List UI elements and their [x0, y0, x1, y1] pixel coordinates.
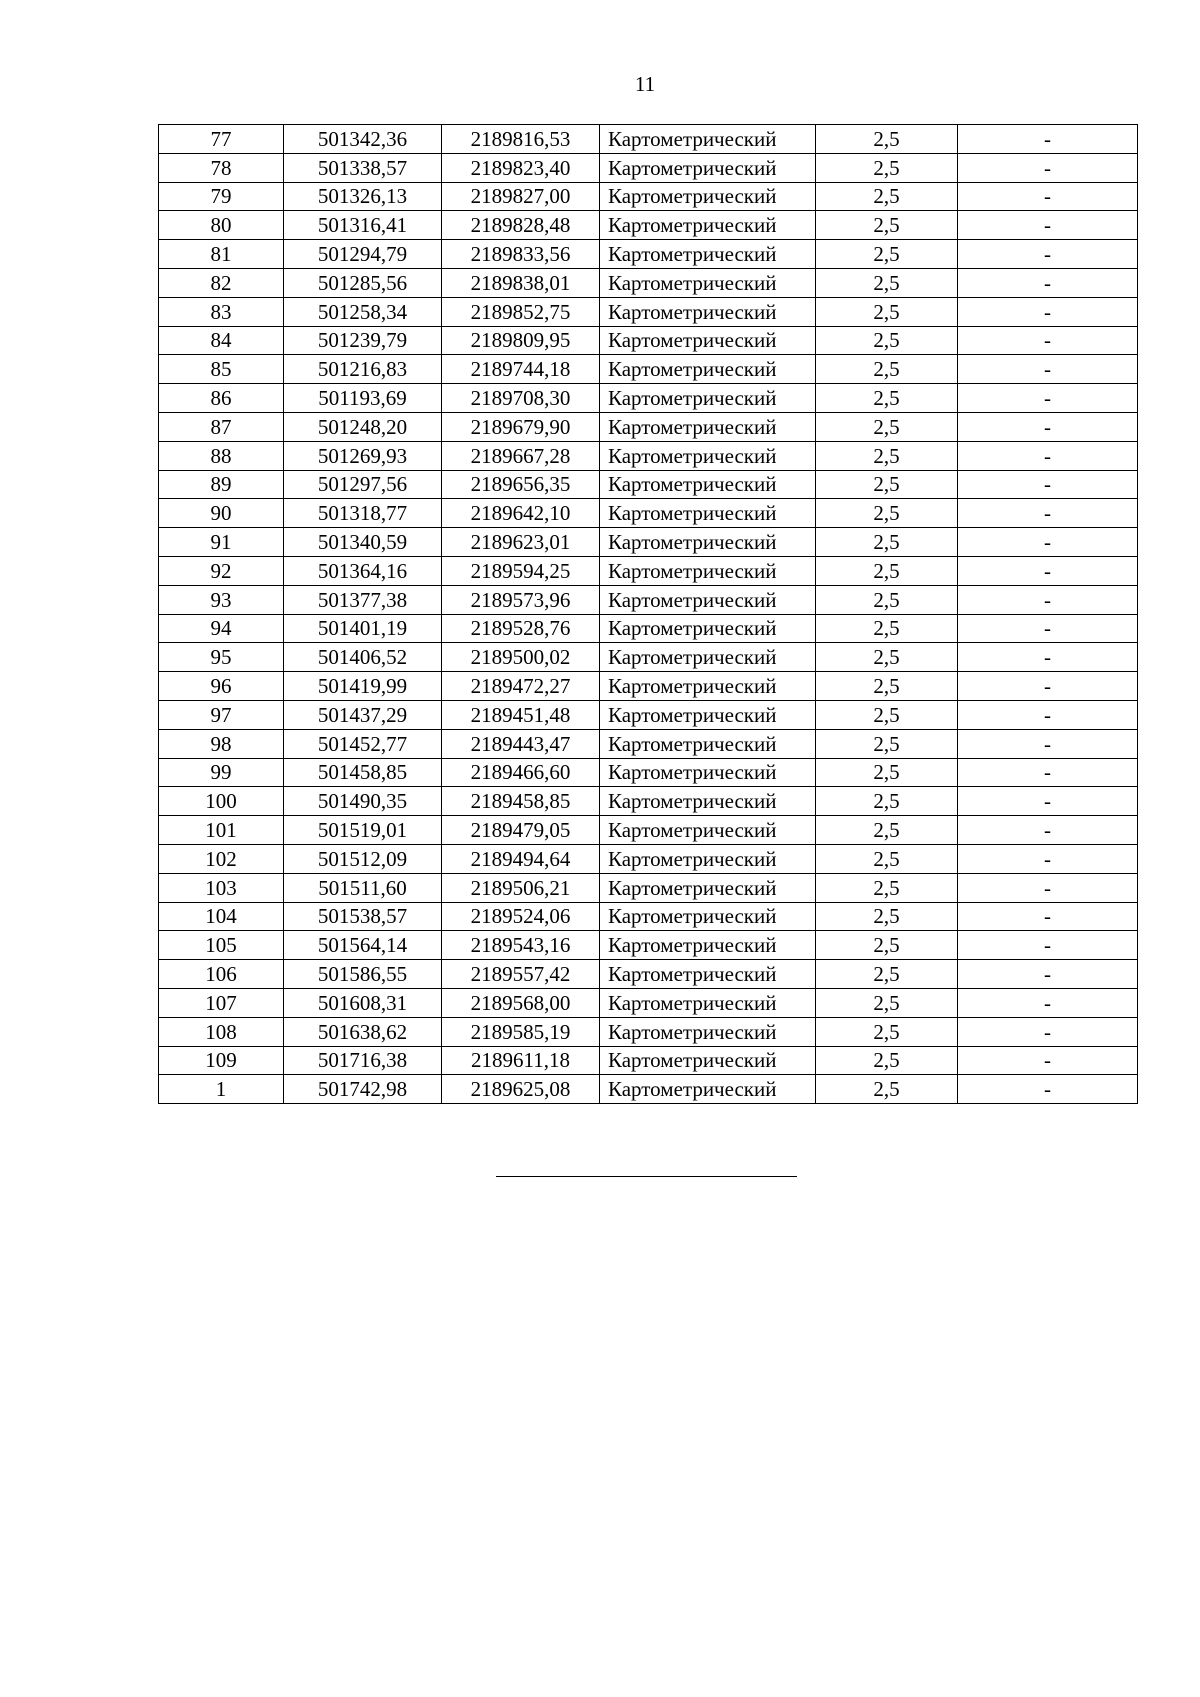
- description-cell: -: [958, 816, 1138, 845]
- description-cell: -: [958, 268, 1138, 297]
- method-cell: Картометрический: [600, 211, 816, 240]
- method-cell: Картометрический: [600, 787, 816, 816]
- method-cell: Картометрический: [600, 672, 816, 701]
- y-coordinate-cell: 2189458,85: [442, 787, 600, 816]
- y-coordinate-cell: 2189500,02: [442, 643, 600, 672]
- table-row: [159, 729, 1138, 758]
- method-cell: Картометрический: [600, 758, 816, 787]
- accuracy-cell: 2,5: [816, 585, 958, 614]
- point-number-cell: 80: [159, 211, 284, 240]
- table-row: [159, 441, 1138, 470]
- accuracy-cell: 2,5: [816, 125, 958, 154]
- point-number-cell: 109: [159, 1046, 284, 1075]
- description-cell: -: [958, 355, 1138, 384]
- point-number-cell: 91: [159, 528, 284, 557]
- method-cell: Картометрический: [600, 528, 816, 557]
- accuracy-cell: 2,5: [816, 902, 958, 931]
- accuracy-cell: 2,5: [816, 211, 958, 240]
- x-coordinate-cell: 501490,35: [284, 787, 442, 816]
- description-cell: -: [958, 125, 1138, 154]
- y-coordinate-cell: 2189557,42: [442, 960, 600, 989]
- accuracy-cell: 2,5: [816, 844, 958, 873]
- y-coordinate-cell: 2189823,40: [442, 153, 600, 182]
- accuracy-cell: 2,5: [816, 240, 958, 269]
- point-number-cell: 99: [159, 758, 284, 787]
- x-coordinate-cell: 501419,99: [284, 672, 442, 701]
- x-coordinate-cell: 501742,98: [284, 1075, 442, 1104]
- x-coordinate-cell: 501437,29: [284, 700, 442, 729]
- method-cell: Картометрический: [600, 182, 816, 211]
- table-row: [159, 384, 1138, 413]
- table-row: [159, 758, 1138, 787]
- description-cell: -: [958, 931, 1138, 960]
- point-number-cell: 90: [159, 499, 284, 528]
- y-coordinate-cell: 2189838,01: [442, 268, 600, 297]
- x-coordinate-cell: 501608,31: [284, 988, 442, 1017]
- accuracy-cell: 2,5: [816, 787, 958, 816]
- point-number-cell: 89: [159, 470, 284, 499]
- method-cell: Картометрический: [600, 816, 816, 845]
- description-cell: -: [958, 384, 1138, 413]
- point-number-cell: 95: [159, 643, 284, 672]
- description-cell: -: [958, 902, 1138, 931]
- point-number-cell: 107: [159, 988, 284, 1017]
- method-cell: Картометрический: [600, 556, 816, 585]
- point-number-cell: 106: [159, 960, 284, 989]
- x-coordinate-cell: 501248,20: [284, 412, 442, 441]
- description-cell: -: [958, 182, 1138, 211]
- method-cell: Картометрический: [600, 614, 816, 643]
- point-number-cell: 105: [159, 931, 284, 960]
- accuracy-cell: 2,5: [816, 614, 958, 643]
- table-row: [159, 931, 1138, 960]
- point-number-cell: 104: [159, 902, 284, 931]
- y-coordinate-cell: 2189667,28: [442, 441, 600, 470]
- method-cell: Картометрический: [600, 960, 816, 989]
- table-row: [159, 355, 1138, 384]
- point-number-cell: 92: [159, 556, 284, 585]
- table-row: [159, 297, 1138, 326]
- accuracy-cell: 2,5: [816, 412, 958, 441]
- x-coordinate-cell: 501340,59: [284, 528, 442, 557]
- description-cell: -: [958, 672, 1138, 701]
- table-row: [159, 211, 1138, 240]
- point-number-cell: 97: [159, 700, 284, 729]
- accuracy-cell: 2,5: [816, 528, 958, 557]
- description-cell: -: [958, 1046, 1138, 1075]
- x-coordinate-cell: 501342,36: [284, 125, 442, 154]
- accuracy-cell: 2,5: [816, 1075, 958, 1104]
- page-number: 11: [634, 72, 656, 96]
- point-number-cell: 100: [159, 787, 284, 816]
- accuracy-cell: 2,5: [816, 556, 958, 585]
- description-cell: -: [958, 412, 1138, 441]
- table-row: [159, 528, 1138, 557]
- method-cell: Картометрический: [600, 988, 816, 1017]
- table-row: [159, 125, 1138, 154]
- method-cell: Картометрический: [600, 729, 816, 758]
- y-coordinate-cell: 2189573,96: [442, 585, 600, 614]
- accuracy-cell: 2,5: [816, 672, 958, 701]
- accuracy-cell: 2,5: [816, 297, 958, 326]
- x-coordinate-cell: 501586,55: [284, 960, 442, 989]
- accuracy-cell: 2,5: [816, 153, 958, 182]
- description-cell: -: [958, 585, 1138, 614]
- x-coordinate-cell: 501294,79: [284, 240, 442, 269]
- description-cell: -: [958, 297, 1138, 326]
- accuracy-cell: 2,5: [816, 268, 958, 297]
- accuracy-cell: 2,5: [816, 700, 958, 729]
- description-cell: -: [958, 1017, 1138, 1046]
- point-number-cell: 98: [159, 729, 284, 758]
- y-coordinate-cell: 2189568,00: [442, 988, 600, 1017]
- method-cell: Картометрический: [600, 643, 816, 672]
- description-cell: -: [958, 873, 1138, 902]
- table-row: [159, 1075, 1138, 1104]
- accuracy-cell: 2,5: [816, 470, 958, 499]
- point-number-cell: 83: [159, 297, 284, 326]
- point-number-cell: 94: [159, 614, 284, 643]
- accuracy-cell: 2,5: [816, 326, 958, 355]
- x-coordinate-cell: 501258,34: [284, 297, 442, 326]
- point-number-cell: 96: [159, 672, 284, 701]
- table-row: [159, 1017, 1138, 1046]
- method-cell: Картометрический: [600, 1075, 816, 1104]
- description-cell: -: [958, 499, 1138, 528]
- method-cell: Картометрический: [600, 441, 816, 470]
- description-cell: -: [958, 643, 1138, 672]
- description-cell: -: [958, 960, 1138, 989]
- x-coordinate-cell: 501716,38: [284, 1046, 442, 1075]
- x-coordinate-cell: 501638,62: [284, 1017, 442, 1046]
- table-row: [159, 412, 1138, 441]
- point-number-cell: 1: [159, 1075, 284, 1104]
- table-row: [159, 153, 1138, 182]
- description-cell: -: [958, 758, 1138, 787]
- accuracy-cell: 2,5: [816, 960, 958, 989]
- accuracy-cell: 2,5: [816, 816, 958, 845]
- x-coordinate-cell: 501406,52: [284, 643, 442, 672]
- x-coordinate-cell: 501316,41: [284, 211, 442, 240]
- point-number-cell: 84: [159, 326, 284, 355]
- method-cell: Картометрический: [600, 931, 816, 960]
- description-cell: -: [958, 787, 1138, 816]
- accuracy-cell: 2,5: [816, 355, 958, 384]
- x-coordinate-cell: 501216,83: [284, 355, 442, 384]
- description-cell: -: [958, 614, 1138, 643]
- y-coordinate-cell: 2189816,53: [442, 125, 600, 154]
- table-row: [159, 499, 1138, 528]
- coordinates-table-body: [159, 125, 1138, 1104]
- point-number-cell: 108: [159, 1017, 284, 1046]
- method-cell: Картометрический: [600, 1017, 816, 1046]
- end-of-document-line: [496, 1176, 797, 1177]
- accuracy-cell: 2,5: [816, 182, 958, 211]
- description-cell: -: [958, 470, 1138, 499]
- table-row: [159, 240, 1138, 269]
- y-coordinate-cell: 2189809,95: [442, 326, 600, 355]
- method-cell: Картометрический: [600, 153, 816, 182]
- method-cell: Картометрический: [600, 902, 816, 931]
- method-cell: Картометрический: [600, 585, 816, 614]
- accuracy-cell: 2,5: [816, 988, 958, 1017]
- description-cell: -: [958, 528, 1138, 557]
- accuracy-cell: 2,5: [816, 1017, 958, 1046]
- accuracy-cell: 2,5: [816, 643, 958, 672]
- accuracy-cell: 2,5: [816, 384, 958, 413]
- table-row: [159, 268, 1138, 297]
- method-cell: Картометрический: [600, 873, 816, 902]
- table-row: [159, 816, 1138, 845]
- method-cell: Картометрический: [600, 700, 816, 729]
- x-coordinate-cell: 501458,85: [284, 758, 442, 787]
- x-coordinate-cell: 501338,57: [284, 153, 442, 182]
- method-cell: Картометрический: [600, 240, 816, 269]
- method-cell: Картометрический: [600, 1046, 816, 1075]
- table-row: [159, 902, 1138, 931]
- method-cell: Картометрический: [600, 326, 816, 355]
- y-coordinate-cell: 2189594,25: [442, 556, 600, 585]
- x-coordinate-cell: 501511,60: [284, 873, 442, 902]
- method-cell: Картометрический: [600, 268, 816, 297]
- accuracy-cell: 2,5: [816, 931, 958, 960]
- coordinates-table: [158, 124, 1138, 1104]
- x-coordinate-cell: 501512,09: [284, 844, 442, 873]
- x-coordinate-cell: 501364,16: [284, 556, 442, 585]
- point-number-cell: 77: [159, 125, 284, 154]
- x-coordinate-cell: 501538,57: [284, 902, 442, 931]
- description-cell: -: [958, 988, 1138, 1017]
- description-cell: -: [958, 211, 1138, 240]
- y-coordinate-cell: 2189479,05: [442, 816, 600, 845]
- table-row: [159, 326, 1138, 355]
- x-coordinate-cell: 501452,77: [284, 729, 442, 758]
- y-coordinate-cell: 2189623,01: [442, 528, 600, 557]
- method-cell: Картометрический: [600, 125, 816, 154]
- description-cell: -: [958, 700, 1138, 729]
- description-cell: -: [958, 1075, 1138, 1104]
- point-number-cell: 88: [159, 441, 284, 470]
- table-row: [159, 960, 1138, 989]
- x-coordinate-cell: 501564,14: [284, 931, 442, 960]
- y-coordinate-cell: 2189506,21: [442, 873, 600, 902]
- accuracy-cell: 2,5: [816, 441, 958, 470]
- point-number-cell: 86: [159, 384, 284, 413]
- y-coordinate-cell: 2189852,75: [442, 297, 600, 326]
- x-coordinate-cell: 501401,19: [284, 614, 442, 643]
- y-coordinate-cell: 2189827,00: [442, 182, 600, 211]
- point-number-cell: 82: [159, 268, 284, 297]
- point-number-cell: 85: [159, 355, 284, 384]
- point-number-cell: 101: [159, 816, 284, 845]
- table-row: [159, 470, 1138, 499]
- x-coordinate-cell: 501269,93: [284, 441, 442, 470]
- y-coordinate-cell: 2189744,18: [442, 355, 600, 384]
- x-coordinate-cell: 501318,77: [284, 499, 442, 528]
- y-coordinate-cell: 2189528,76: [442, 614, 600, 643]
- accuracy-cell: 2,5: [816, 758, 958, 787]
- point-number-cell: 87: [159, 412, 284, 441]
- table-row: [159, 585, 1138, 614]
- table-row: [159, 700, 1138, 729]
- y-coordinate-cell: 2189543,16: [442, 931, 600, 960]
- point-number-cell: 81: [159, 240, 284, 269]
- table-row: [159, 988, 1138, 1017]
- point-number-cell: 78: [159, 153, 284, 182]
- accuracy-cell: 2,5: [816, 873, 958, 902]
- method-cell: Картометрический: [600, 355, 816, 384]
- y-coordinate-cell: 2189451,48: [442, 700, 600, 729]
- method-cell: Картометрический: [600, 412, 816, 441]
- y-coordinate-cell: 2189679,90: [442, 412, 600, 441]
- table-row: [159, 672, 1138, 701]
- accuracy-cell: 2,5: [816, 1046, 958, 1075]
- y-coordinate-cell: 2189494,64: [442, 844, 600, 873]
- accuracy-cell: 2,5: [816, 729, 958, 758]
- table-row: [159, 643, 1138, 672]
- x-coordinate-cell: 501285,56: [284, 268, 442, 297]
- y-coordinate-cell: 2189708,30: [442, 384, 600, 413]
- description-cell: -: [958, 844, 1138, 873]
- x-coordinate-cell: 501326,13: [284, 182, 442, 211]
- table-row: [159, 873, 1138, 902]
- description-cell: -: [958, 326, 1138, 355]
- table-row: [159, 182, 1138, 211]
- description-cell: -: [958, 441, 1138, 470]
- point-number-cell: 93: [159, 585, 284, 614]
- x-coordinate-cell: 501377,38: [284, 585, 442, 614]
- method-cell: Картометрический: [600, 499, 816, 528]
- table-row: [159, 844, 1138, 873]
- point-number-cell: 79: [159, 182, 284, 211]
- y-coordinate-cell: 2189611,18: [442, 1046, 600, 1075]
- y-coordinate-cell: 2189524,06: [442, 902, 600, 931]
- method-cell: Картометрический: [600, 297, 816, 326]
- description-cell: -: [958, 153, 1138, 182]
- method-cell: Картометрический: [600, 844, 816, 873]
- table-row: [159, 614, 1138, 643]
- table-row: [159, 556, 1138, 585]
- method-cell: Картометрический: [600, 384, 816, 413]
- description-cell: -: [958, 556, 1138, 585]
- y-coordinate-cell: 2189828,48: [442, 211, 600, 240]
- point-number-cell: 103: [159, 873, 284, 902]
- method-cell: Картометрический: [600, 470, 816, 499]
- description-cell: -: [958, 729, 1138, 758]
- table-row: [159, 787, 1138, 816]
- y-coordinate-cell: 2189585,19: [442, 1017, 600, 1046]
- description-cell: -: [958, 240, 1138, 269]
- y-coordinate-cell: 2189642,10: [442, 499, 600, 528]
- y-coordinate-cell: 2189656,35: [442, 470, 600, 499]
- y-coordinate-cell: 2189466,60: [442, 758, 600, 787]
- y-coordinate-cell: 2189625,08: [442, 1075, 600, 1104]
- point-number-cell: 102: [159, 844, 284, 873]
- y-coordinate-cell: 2189833,56: [442, 240, 600, 269]
- x-coordinate-cell: 501193,69: [284, 384, 442, 413]
- x-coordinate-cell: 501297,56: [284, 470, 442, 499]
- table-row: [159, 1046, 1138, 1075]
- x-coordinate-cell: 501239,79: [284, 326, 442, 355]
- accuracy-cell: 2,5: [816, 499, 958, 528]
- y-coordinate-cell: 2189443,47: [442, 729, 600, 758]
- y-coordinate-cell: 2189472,27: [442, 672, 600, 701]
- x-coordinate-cell: 501519,01: [284, 816, 442, 845]
